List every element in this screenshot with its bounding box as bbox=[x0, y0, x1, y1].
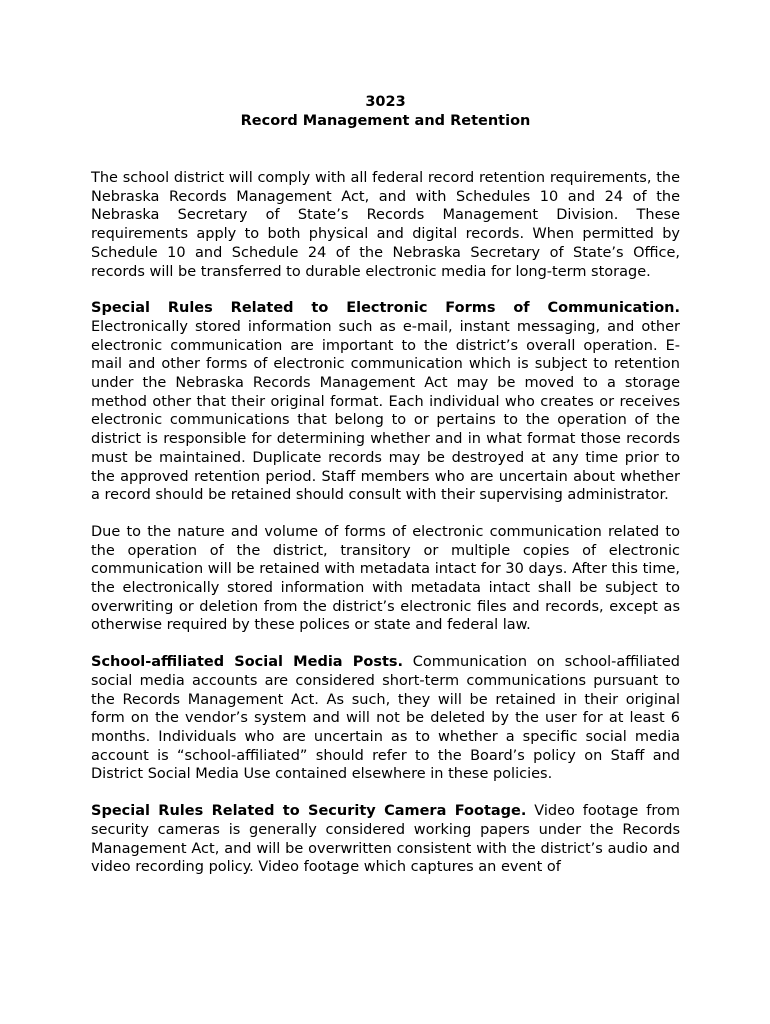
paragraph-text: Communication on school-affiliated social media accounts are considered short-term communications pursuant to the Records Management Act. As such, they will be retained in their original form on the vendor’s system and will not be deleted by the user for at least 6 months. Individuals who are uncertain as to whether a specific social media account is “school-affiliated” should refer to the Board’s policy on Staff and District Social Media Use contained elsewhere in these policies. bbox=[91, 654, 680, 783]
document-heading bbox=[91, 93, 680, 131]
paragraph-text: Electronically stored information such as e-mail, instant messaging, and other electronic communication are important to the district’s overall operation. E-mail and other forms of electronic communication which is subject to retention under the Nebraska Records Management Act may be moved to a storage method other that their original format. Each individual who creates or receives electronic communications that belong to or pertains to the operation of the district is responsible for determining whether and in what format those records must be maintained. Duplicate records may be destroyed at any time prior to the approved retention period. Staff members who are uncertain about whether a record should be retained should consult with their supervising administrator. bbox=[91, 318, 680, 504]
paragraph-compliance bbox=[91, 169, 680, 281]
policy-number: 3023 bbox=[365, 94, 406, 110]
section-lead: School-affiliated Social Media Posts. bbox=[91, 654, 404, 671]
section-lead: Special Rules Related to Electronic Forms of Communication. bbox=[91, 300, 680, 317]
paragraph-text: The school district will comply with all federal record retention requirements, the Nebraska Records Management Act, and with Schedules 10 and 24 of the Nebraska Secretary of State’s Records Management Division. These requirements apply to both physical and digital records. When permitted by Schedule 10 and Schedule 24 of the Nebraska Secretary of State’s Office, records will be transferred to durable electronic media for long-term storage. bbox=[91, 170, 680, 280]
paragraph-transitory-copies bbox=[91, 523, 680, 635]
paragraph-social-media bbox=[91, 653, 680, 784]
paragraph-electronic-communication bbox=[91, 299, 680, 505]
paragraph-text: Video footage from security cameras is generally considered working papers under the Records Management Act, and will be overwritten consistent with the district’s audio and video recording policy. Video footage which captures an event of bbox=[91, 803, 680, 876]
document-page bbox=[91, 93, 680, 895]
paragraph-security-camera bbox=[91, 802, 680, 877]
paragraph-text: Due to the nature and volume of forms of electronic communication related to the operation of the district, transitory or multiple copies of electronic communication will be retained with metadata intact for 30 days. After this time, the electronically stored information with metadata intact shall be subject to overwriting or deletion from the district’s electronic files and records, except as otherwise required by these polices or state and federal law. bbox=[91, 523, 680, 634]
document-title: Record Management and Retention bbox=[240, 113, 531, 129]
section-lead: Special Rules Related to Security Camera Footage. bbox=[91, 803, 527, 820]
